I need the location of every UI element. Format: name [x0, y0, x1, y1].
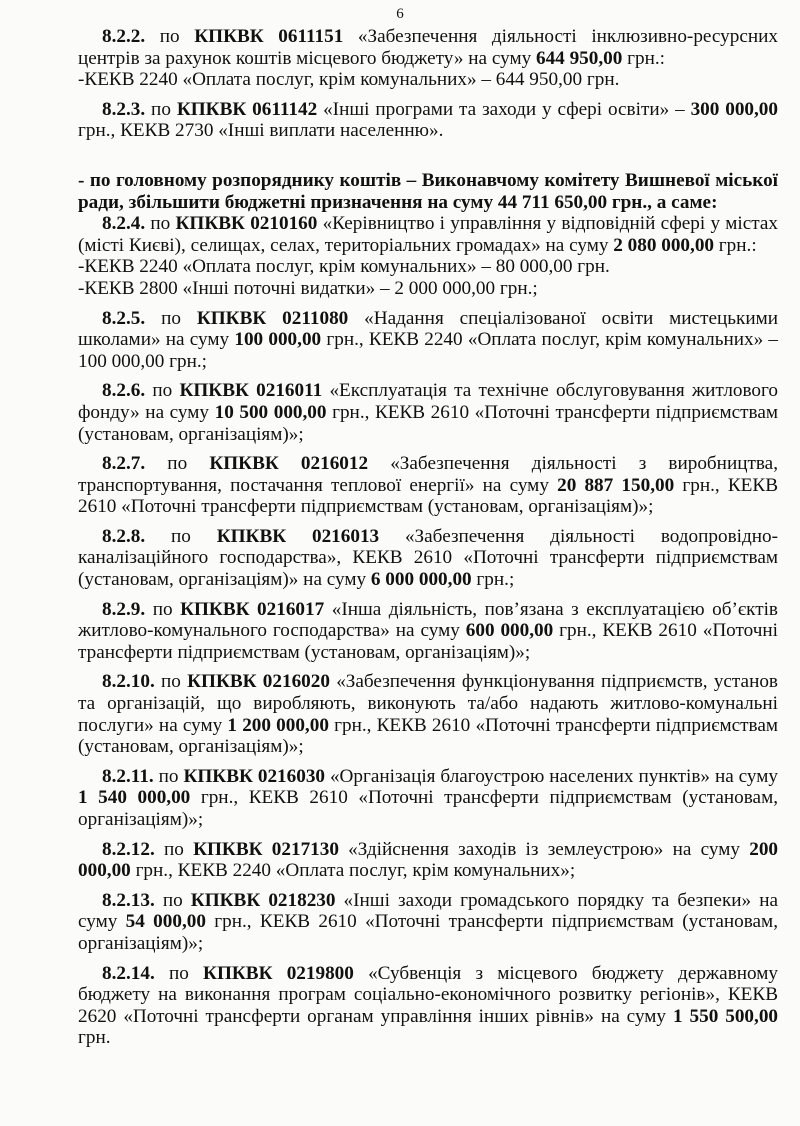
- document-body: [78, 26, 778, 1049]
- item-8-2-6: 8.2.6. по КПКВК 0216011 «Експлуатація та технічне обслуговування житлового фонду» на суму 10 500 000,00 грн., КЕКВ 2610 «Поточні трансферти підприємствам (установам, організаціям)»;: [78, 380, 778, 445]
- page-number: 6: [396, 6, 404, 22]
- kekv-line: -КЕКВ 2800 «Інші поточні видатки» – 2 000 000,00 грн.;: [78, 277, 538, 299]
- kekv-line: -КЕКВ 2240 «Оплата послуг, крім комунальних» – 80 000,00 грн.: [78, 256, 610, 278]
- item-8-2-14: 8.2.14. по КПКВК 0219800 «Субвенція з місцевого бюджету державному бюджету на виконання програм соціально-економічного розвитку регіонів», КЕКВ 2620 «Поточні трансферти органам управління інших рівнів» на суму 1 550 500,00 грн.: [78, 962, 779, 1049]
- item-8-2-13: 8.2.13. по КПКВК 0218230 «Інші заходи громадського порядку та безпеки» на суму 54 000,00 грн., КЕКВ 2610 «Поточні трансферти підприємствам (установам, організаціям)»;: [78, 889, 778, 954]
- item-8-2-4: 8.2.4. по КПКВК 0210160 «Керівництво і управління у відповідній сфері у містах (місті Києві), селищах, селах, територіальних громадах» на суму 2 080 000,00 грн.:: [78, 213, 778, 256]
- item-8-2-3: 8.2.3. по КПКВК 0611142 «Інші програми та заходи у сфері освіти» – 300 000,00 грн., КЕКВ 2730 «Інші виплати населенню».: [78, 98, 778, 142]
- spacer: [78, 142, 778, 156]
- section-heading: - по головному розпоряднику коштів – Виконавчому комітету Вишневої міської ради, збільшити бюджетні призначення на суму 44 711 650,00 грн., а саме:: [78, 169, 778, 213]
- item-8-2-2: 8.2.2. по КПКВК 0611151 «Забезпечення діяльності інклюзивно-ресурсних центрів за рахунок коштів місцевого бюджету» на суму 644 950,00 грн.:: [78, 26, 778, 69]
- item-8-2-10: 8.2.10. по КПКВК 0216020 «Забезпечення функціонування підприємств, установ та організацій, що виробляють, виконують та/або надають житлово-комунальні послуги» на суму 1 200 000,00 грн., КЕКВ 2610 «Поточні трансферти підприємствам (установам, організаціям)»;: [78, 671, 778, 758]
- kekv-line: -КЕКВ 2240 «Оплата послуг, крім комунальних» – 644 950,00 грн.: [78, 69, 620, 91]
- item-8-2-5: 8.2.5. по КПКВК 0211080 «Надання спеціалізованої освіти мистецькими школами» на суму 100 000,00 грн., КЕКВ 2240 «Оплата послуг, крім комунальних» – 100 000,00 грн.;: [78, 307, 779, 372]
- item-8-2-9: 8.2.9. по КПКВК 0216017 «Інша діяльність, пов’язана з експлуатацією об’єктів житлово-комунального господарства» на суму 600 000,00 грн., КЕКВ 2610 «Поточні трансферти підприємствам (установам, організаціям)»;: [78, 598, 778, 663]
- spacer: [78, 156, 778, 170]
- item-8-2-8: 8.2.8. по КПКВК 0216013 «Забезпечення діяльності водопровідно-каналізаційного господарства», КЕКВ 2610 «Поточні трансферти підприємствам (установам, організаціям)» на суму 6 000 000,00 грн.;: [78, 525, 779, 591]
- item-8-2-12: 8.2.12. по КПКВК 0217130 «Здійснення заходів із землеустрою» на суму 200 000,00 грн., КЕКВ 2240 «Оплата послуг, крім комунальних»;: [78, 838, 778, 882]
- item-8-2-11: 8.2.11. по КПКВК 0216030 «Організація благоустрою населених пунктів» на суму 1 540 000,00 грн., КЕКВ 2610 «Поточні трансферти підприємствам (установам, організаціям)»;: [78, 765, 779, 830]
- item-8-2-7: 8.2.7. по КПКВК 0216012 «Забезпечення діяльності з виробництва, транспортування, постачання теплової енергії» на суму 20 887 150,00 грн., КЕКВ 2610 «Поточні трансферти підприємствам (установам, організаціям)»;: [78, 453, 778, 518]
